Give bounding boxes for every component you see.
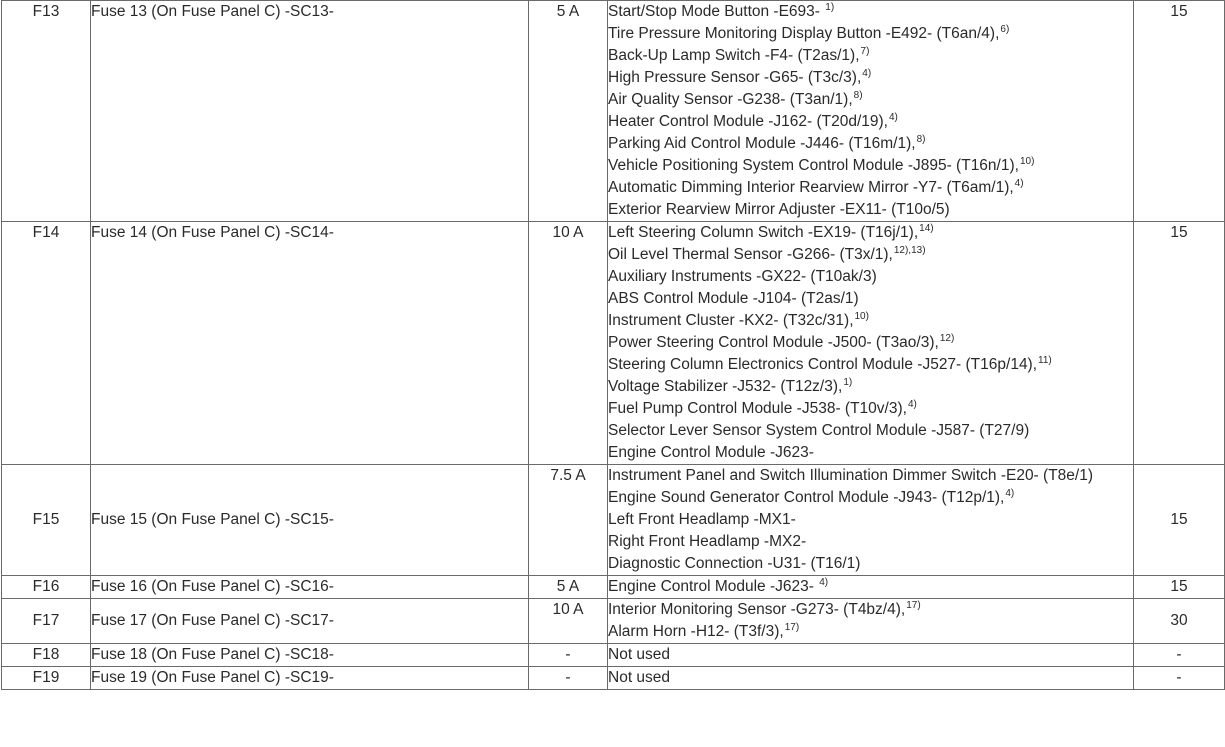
component-name: Fuel Pump Control Module -J538- (T10v/3), — [608, 400, 907, 417]
fuse-amperage: 10 A — [529, 599, 608, 644]
footnote-ref: 8) — [853, 90, 863, 101]
fuse-id: F13 — [2, 1, 91, 222]
terminal-number: 15 — [1134, 1, 1225, 222]
footnote-ref: 12),13) — [893, 245, 926, 256]
fuse-amperage: - — [529, 667, 608, 690]
component-name: Selector Lever Sensor System Control Module -J587- (T27/9) — [608, 422, 1030, 439]
component-name: Steering Column Electronics Control Module -J527- (T16p/14), — [608, 356, 1038, 373]
component-item — [608, 465, 1133, 487]
fuse-id: F14 — [2, 222, 91, 465]
footnote-ref: 12) — [939, 333, 955, 344]
terminal-number: 15 — [1134, 465, 1225, 576]
component-name: High Pressure Sensor -G65- (T3c/3), — [608, 69, 862, 86]
fuse-id: F18 — [2, 644, 91, 667]
component-item — [608, 553, 1133, 575]
footnote-ref: 4) — [1005, 488, 1015, 499]
component-item — [608, 420, 1133, 442]
component-item — [608, 288, 1133, 310]
component-name: Left Steering Column Switch -EX19- (T16j/1), — [608, 224, 919, 241]
component-name: Not used — [608, 669, 671, 686]
table-row — [2, 1, 1225, 222]
component-item — [608, 354, 1133, 376]
component-name: Air Quality Sensor -G238- (T3an/1), — [608, 91, 853, 108]
fuse-table — [1, 0, 1225, 690]
component-list — [608, 1, 1134, 222]
component-item — [608, 222, 1133, 244]
component-list — [608, 599, 1134, 644]
footnote-ref: 4) — [819, 577, 829, 588]
component-name: Start/Stop Mode Button -E693- — [608, 3, 820, 20]
component-item — [608, 177, 1133, 199]
component-name: Tire Pressure Monitoring Display Button -E492- (T6an/4), — [608, 25, 1000, 42]
footnote-ref: 10) — [1019, 156, 1035, 167]
component-name: Heater Control Module -J162- (T20d/19), — [608, 113, 888, 130]
component-item — [608, 442, 1133, 464]
footnote-ref: 17) — [784, 622, 800, 633]
component-name: Parking Aid Control Module -J446- (T16m/1), — [608, 135, 916, 152]
component-item — [608, 199, 1133, 221]
terminal-number: - — [1134, 667, 1225, 690]
component-item — [608, 1, 1133, 23]
component-item — [608, 376, 1133, 398]
fuse-description: Fuse 19 (On Fuse Panel C) -SC19- — [91, 667, 529, 690]
component-name: Engine Sound Generator Control Module -J943- (T12p/1), — [608, 489, 1005, 506]
component-list — [608, 222, 1134, 465]
component-item — [608, 310, 1133, 332]
component-name: Automatic Dimming Interior Rearview Mirror -Y7- (T6am/1), — [608, 179, 1014, 196]
fuse-table-body — [2, 1, 1225, 690]
component-name: Voltage Stabilizer -J532- (T12z/3), — [608, 378, 843, 395]
footnote-ref: 4) — [889, 112, 898, 123]
table-row — [2, 576, 1225, 599]
table-row — [2, 599, 1225, 644]
component-name: Exterior Rearview Mirror Adjuster -EX11- (T10o/5) — [608, 201, 950, 218]
table-row — [2, 644, 1225, 667]
table-row — [2, 667, 1225, 690]
terminal-number: 15 — [1134, 576, 1225, 599]
table-row — [2, 222, 1225, 465]
component-item — [608, 398, 1133, 420]
footnote-ref: 14) — [919, 223, 934, 234]
component-item — [608, 67, 1133, 89]
footnote-ref: 8) — [916, 134, 926, 145]
footnote-ref: 4) — [1014, 178, 1024, 189]
component-item — [608, 111, 1133, 133]
component-item — [608, 23, 1133, 45]
terminal-number: - — [1134, 644, 1225, 667]
footnote-ref: 10) — [854, 311, 869, 322]
footnote-ref: 1) — [825, 2, 835, 13]
footnote-ref: 4) — [862, 68, 872, 79]
fuse-id: F19 — [2, 667, 91, 690]
component-item — [608, 644, 1133, 666]
fuse-description: Fuse 18 (On Fuse Panel C) -SC18- — [91, 644, 529, 667]
component-item — [608, 155, 1133, 177]
component-item — [608, 133, 1133, 155]
component-item — [608, 599, 1133, 621]
footnote-ref: 1) — [843, 377, 853, 388]
component-list — [608, 667, 1134, 690]
component-name: Vehicle Positioning System Control Module -J895- (T16n/1), — [608, 157, 1019, 174]
fuse-id: F16 — [2, 576, 91, 599]
component-name: Instrument Panel and Switch Illumination Dimmer Switch -E20- (T8e/1) — [608, 467, 1093, 484]
component-name: Diagnostic Connection -U31- (T16/1) — [608, 555, 861, 572]
footnote-ref: 7) — [860, 46, 870, 57]
component-item — [608, 266, 1133, 288]
table-row — [2, 465, 1225, 576]
fuse-amperage: 5 A — [529, 576, 608, 599]
component-name: Engine Control Module -J623- — [608, 444, 814, 461]
component-list — [608, 644, 1134, 667]
component-item — [608, 576, 1133, 598]
component-item — [608, 244, 1133, 266]
footnote-ref: 17) — [906, 600, 921, 611]
fuse-amperage: 10 A — [529, 222, 608, 465]
component-name: Not used — [608, 646, 671, 663]
component-name: Engine Control Module -J623- — [608, 578, 814, 595]
component-name: ABS Control Module -J104- (T2as/1) — [608, 290, 859, 307]
component-name: Auxiliary Instruments -GX22- (T10ak/3) — [608, 268, 877, 285]
fuse-amperage: 5 A — [529, 1, 608, 222]
component-item — [608, 332, 1133, 354]
component-name: Right Front Headlamp -MX2- — [608, 533, 807, 550]
component-item — [608, 487, 1133, 509]
component-item — [608, 621, 1133, 643]
component-item — [608, 531, 1133, 553]
component-item — [608, 89, 1133, 111]
component-item — [608, 45, 1133, 67]
component-name: Left Front Headlamp -MX1- — [608, 511, 796, 528]
fuse-description: Fuse 14 (On Fuse Panel C) -SC14- — [91, 222, 529, 465]
fuse-id: F15 — [2, 465, 91, 576]
component-list — [608, 576, 1134, 599]
fuse-description: Fuse 15 (On Fuse Panel C) -SC15- — [91, 465, 529, 576]
footnote-ref: 4) — [907, 399, 917, 410]
fuse-amperage: 7.5 A — [529, 465, 608, 576]
component-name: Instrument Cluster -KX2- (T32c/31), — [608, 312, 854, 329]
component-name: Back-Up Lamp Switch -F4- (T2as/1), — [608, 47, 860, 64]
terminal-number: 30 — [1134, 599, 1225, 644]
component-item — [608, 667, 1133, 689]
component-name: Power Steering Control Module -J500- (T3ao/3), — [608, 334, 939, 351]
fuse-description: Fuse 17 (On Fuse Panel C) -SC17- — [91, 599, 529, 644]
fuse-description: Fuse 13 (On Fuse Panel C) -SC13- — [91, 1, 529, 222]
footnote-ref: 6) — [1000, 24, 1010, 35]
component-name: Interior Monitoring Sensor -G273- (T4bz/4), — [608, 601, 906, 618]
component-item — [608, 509, 1133, 531]
footnote-ref: 11) — [1038, 355, 1052, 366]
component-name: Oil Level Thermal Sensor -G266- (T3x/1), — [608, 246, 893, 263]
component-list — [608, 465, 1134, 576]
fuse-amperage: - — [529, 644, 608, 667]
fuse-id: F17 — [2, 599, 91, 644]
component-name: Alarm Horn -H12- (T3f/3), — [608, 623, 784, 640]
fuse-description: Fuse 16 (On Fuse Panel C) -SC16- — [91, 576, 529, 599]
terminal-number: 15 — [1134, 222, 1225, 465]
